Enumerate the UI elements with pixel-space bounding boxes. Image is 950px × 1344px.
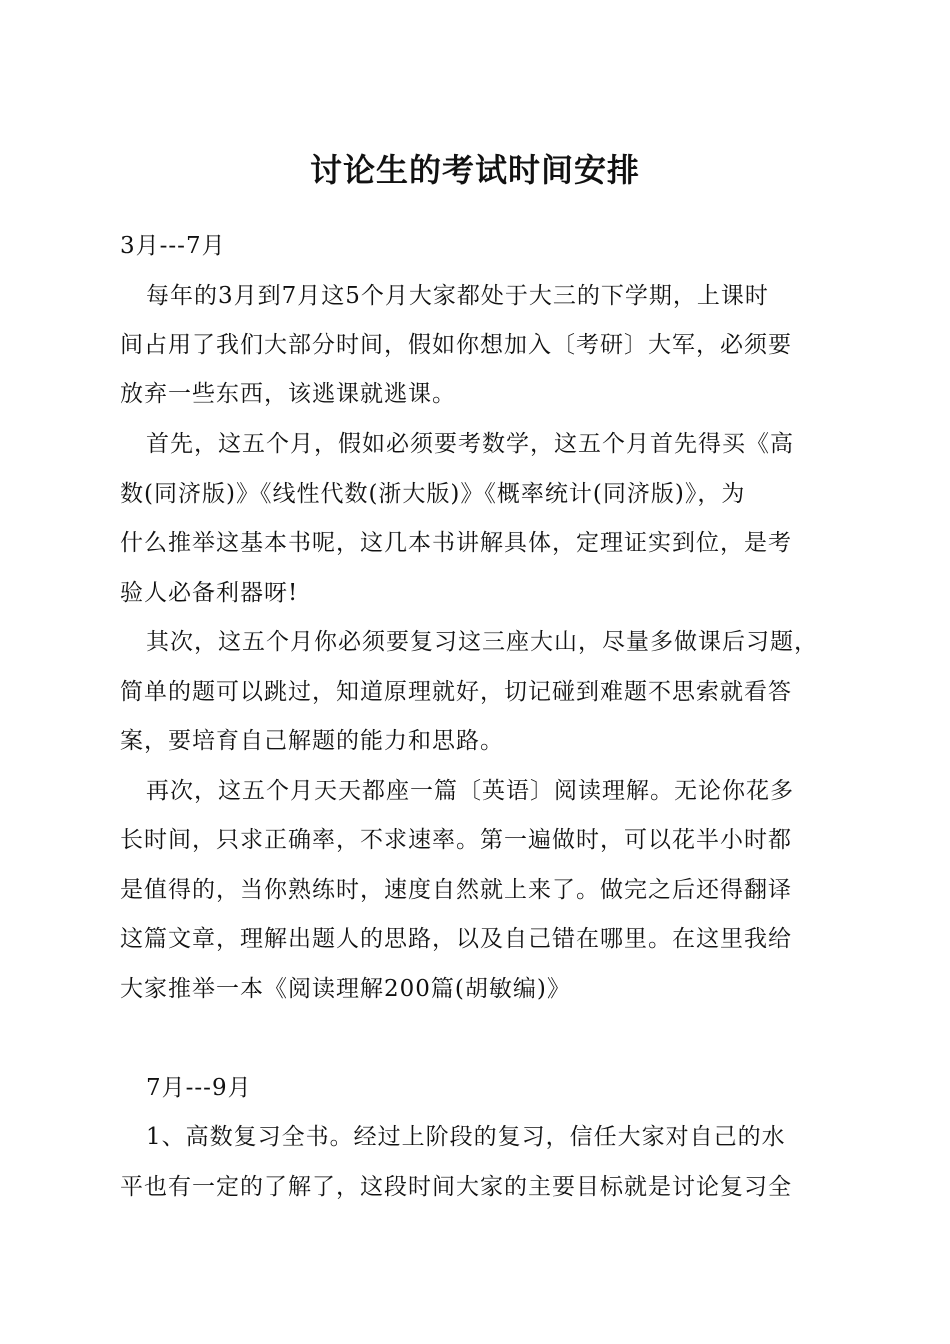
paragraph-line: 1、高数复习全书。经过上阶段的复习，信任大家对自己的水 bbox=[146, 1124, 786, 1150]
paragraph-line: 首先，这五个月，假如必须要考数学，这五个月首先得买《高 bbox=[146, 431, 794, 457]
paragraph-line: 简单的题可以跳过，知道原理就好，切记碰到难题不思索就看答 bbox=[120, 679, 792, 705]
paragraph-line: 这篇文章，理解出题人的思路，以及自己错在哪里。在这里我给 bbox=[120, 926, 792, 952]
paragraph-line: 其次，这五个月你必须要复习这三座大山，尽量多做课后习题， bbox=[146, 629, 818, 655]
section-heading: 3月---7月 bbox=[120, 233, 226, 259]
paragraph-line: 是值得的，当你熟练时，速度自然就上来了。做完之后还得翻译 bbox=[120, 877, 792, 903]
paragraph-line: 放弃一些东西，该逃课就逃课。 bbox=[120, 381, 456, 407]
paragraph-line: 数(同济版)》《线性代数(浙大版)》《概率统计(同济版)》，为 bbox=[120, 481, 746, 507]
paragraph-line: 什么推举这基本书呢，这几本书讲解具体，定理证实到位，是考 bbox=[120, 530, 792, 556]
paragraph-line: 平也有一定的了解了，这段时间大家的主要目标就是讨论复习全 bbox=[120, 1174, 792, 1200]
paragraph-line: 验人必备利器呀! bbox=[120, 580, 299, 606]
section-heading: 7月---9月 bbox=[146, 1075, 252, 1101]
paragraph-line: 案，要培育自己解题的能力和思路。 bbox=[120, 728, 504, 754]
paragraph-line: 长时间，只求正确率，不求速率。第一遍做时，可以花半小时都 bbox=[120, 827, 792, 853]
paragraph-line: 再次，这五个月天天都座一篇〔英语〕阅读理解。无论你花多 bbox=[146, 778, 794, 804]
document-title: 讨论生的考试时间安排 bbox=[309, 151, 640, 189]
paragraph-line: 间占用了我们大部分时间，假如你想加入〔考研〕大军，必须要 bbox=[120, 332, 792, 358]
paragraph-line: 大家推举一本《阅读理解200篇(胡敏编)》 bbox=[120, 976, 571, 1002]
paragraph-line: 每年的3月到7月这5个月大家都处于大三的下学期，上课时 bbox=[146, 283, 769, 309]
